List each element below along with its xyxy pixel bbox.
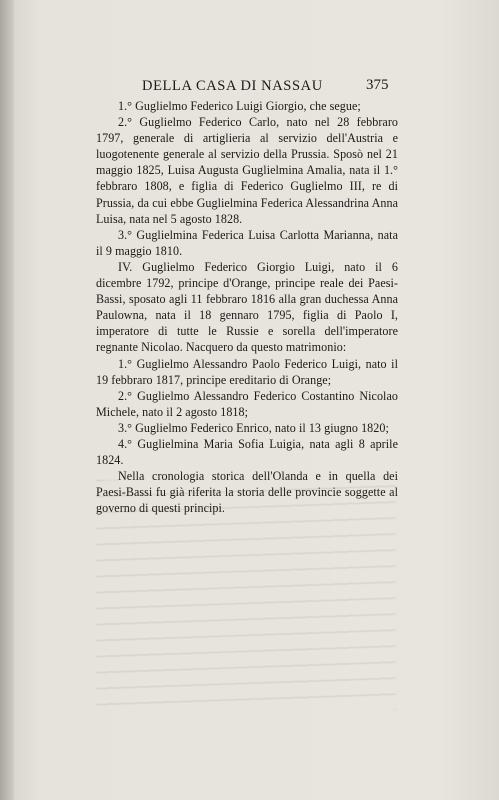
paragraph-7: 3.° Guglielmo Federico Enrico, nato il 13 giugno 1820; [118, 420, 389, 435]
paragraph-3: 3.° Guglielmina Federica Luisa Carlotta Marianna, nata il 9 maggio 1810. [96, 227, 398, 258]
page-number: 375 [366, 77, 389, 93]
paragraph-8: 4.° Guglielmina Maria Sofia Luigia, nata agli 8 aprile 1824. [96, 436, 398, 468]
paragraph-4: IV. Guglielmo Federico Giorgio Luigi, nato il 6 dicembre 1792, principe d'Orange, principe reale dei Paesi-Bassi, sposato agli 11 febbraro 1816 alla gran duchessa Anna Paulowna, nata il 18 gennaro 1795, figlia di Paolo I, imperatore di tutte le Russie e sorella dell'imperatore regnante Nicolao. Nacquero da questo matrimonio: [96, 259, 398, 355]
paragraph-1: 1.° Guglielmo Federico Luigi Giorgio, che segue; [118, 99, 361, 113]
paragraph-5: 1.° Guglielmo Alessandro Paolo Federico Luigi, nato il 19 febbraro 1817, principe ereditario di Orange; [96, 356, 398, 387]
show-through-text [96, 480, 396, 710]
paragraph-6: 2.° Guglielmo Alessandro Federico Costantino Nicolao Michele, nato il 2 agosto 1818; [96, 388, 398, 419]
page-gutter-shadow [0, 0, 14, 800]
body-text [96, 98, 398, 516]
running-title: DELLA CASA DI NASSAU [142, 78, 323, 94]
paragraph-9: Nella cronologia storica dell'Olanda e in quella dei Paesi-Bassi fu già riferita la storia delle provincie soggette al governo di questi principi. [96, 469, 398, 516]
paragraph-2: 2.° Guglielmo Federico Carlo, nato nel 28 febbraro 1797, generale di artiglieria al servizio dell'Austria e luogotenente generale al servizio della Prussia. Sposò nel 21 maggio 1825, Luisa Augusta Guglielmina Amalia, nata il 1.° febbraro 1808, e figlia di Federico Guglielmo III, re di Prussia, da cui ebbe Guglielmina Federica Alessandrina Anna Luisa, nata nel 5 agosto 1828. [96, 115, 398, 226]
